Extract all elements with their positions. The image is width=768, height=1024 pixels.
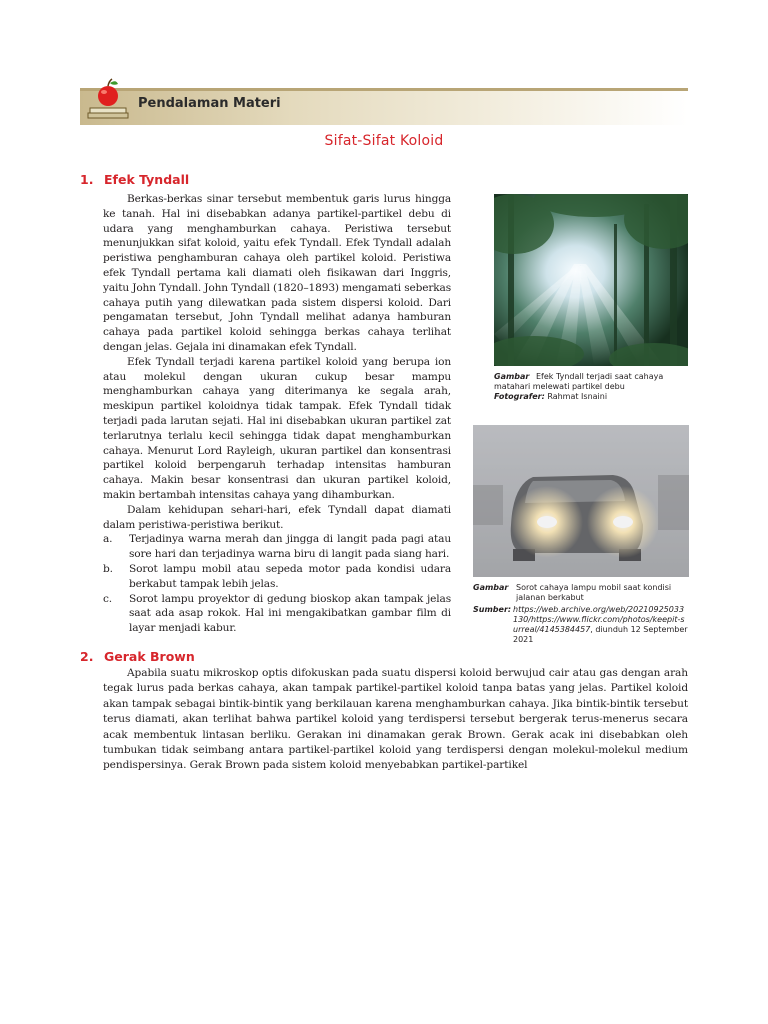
list-text: Sorot lampu proyektor di gedung bioskop akan tampak jelas saat ada asap rokok. Hal ini mengakibatkan gambar film di layar menjadi kabur. (129, 592, 451, 635)
section-heading-gerak-brown (80, 649, 195, 664)
credit-label: Fotografer: (494, 392, 545, 401)
section-title: Gerak Brown (104, 649, 195, 664)
figure-label: Gambar (473, 583, 509, 592)
apple-on-books-icon (86, 76, 132, 122)
paragraph: Berkas-berkas sinar tersebut membentuk garis lurus hingga ke tanah. Hal ini disebabkan adanya partikel-partikel debu di udara yang menghamburkan cahaya. Peristiwa tersebut menunjukkan sifat koloid, yaitu efek Tyndall. Efek Tyndall adalah peristiwa penghamburan cahaya oleh partikel koloid. Peristiwa efek Tyndall pertama kali diamati oleh fisikawan dari Inggris, yaitu John Tyndall. John Tyndall (1820–1893) mengamati seberkas cahaya putih yang dilewatkan pada sistem dispersi koloid. Dari pengamatan tersebut, John Tyndall melihat adanya hamburan cahaya pada partikel koloid sehingga berkas cahaya terlihat dengan jelas. Gejala ini dinamakan efek Tyndall. (103, 193, 452, 353)
banner-title: Pendalaman Materi (138, 96, 281, 111)
figure1-caption (494, 372, 688, 402)
section2-body (103, 666, 688, 774)
list-text: Sorot lampu mobil atau sepeda motor pada kondisi udara berkabut tampak lebih jelas. (129, 562, 451, 590)
source-date: , diunduh 12 September 2021 (513, 625, 688, 644)
foggy-car-photo (473, 425, 689, 577)
caption-text: Sorot cahaya lampu mobil saat kondisi jalanan berkabut (516, 583, 672, 602)
section-number: 1. (80, 172, 94, 187)
list-marker: b. (103, 562, 113, 575)
list-marker: c. (103, 592, 113, 605)
source-label: Sumber: (473, 605, 512, 614)
section1-body (103, 192, 451, 636)
list-item (103, 532, 451, 562)
section-number: 2. (80, 649, 94, 664)
page-title: Sifat-Sifat Koloid (324, 133, 444, 149)
list-marker: a. (103, 533, 113, 546)
figure-label: Gambar (494, 372, 530, 381)
list-text: Terjadinya warna merah dan jingga di langit pada pagi atau sore hari dan terjadinya warna biru di langit pada siang hari. (129, 533, 451, 561)
source-url: https://web.archive.org/web/20210925033130/https://www.flickr.com/photos/keepit-surreal/4145384457 (513, 605, 685, 634)
list-item (103, 562, 451, 592)
credit-text: Rahmat Isnaini (547, 392, 608, 401)
section-title: Efek Tyndall (104, 172, 190, 187)
examples-list (103, 532, 451, 636)
paragraph: Apabila suatu mikroskop optis difokuskan pada suatu dispersi koloid berwujud cair atau gas dengan arah tegak lurus pada berkas cahaya, akan tampak partikel-partikel koloid tanpa batas yang jelas. Partikel koloid akan tampak sebagai bintik-bintik yang berkilauan karena menghamburkan cahaya. Jika bintik-bintik tersebut terus diamati, akan terlihat bahwa partikel koloid yang terdispersi tersebut bergerak terus-menerus secara acak membentuk lintasan berliku. Gerakan ini dinamakan gerak Brown. Gerak acak ini disebabkan oleh tumbukan tidak seimbang antara partikel-partikel koloid yang terdispersi dengan molekul-molekul medium pendispersinya. Gerak Brown pada sistem koloid menyebabkan partikel-partikel (103, 667, 688, 772)
paragraph: Efek Tyndall terjadi karena partikel koloid yang berupa ion atau molekul dengan ukuran cukup besar mampu menghamburkan cahaya yang diterimanya ke segala arah, meskipun partikel koloidnya tidak tampak. Efek Tyndall tidak terjadi pada larutan sejati. Hal ini disebabkan ukuran partikel zat terlarutnya terlalu kecil sehingga tidak dapat menghamburkan cahaya. Menurut Lord Rayleigh, ukuran partikel dan konsentrasi partikel koloid berpengaruh terhadap intensitas hamburan cahaya. Makin besar konsentrasi dan ukuran partikel koloid, makin bertambah intensitas cahaya yang dihamburkan. (103, 355, 451, 501)
list-item (103, 592, 451, 636)
caption-text: Efek Tyndall terjadi saat cahaya matahari melewati partikel debu (494, 372, 664, 391)
section-heading-efek-tyndall (80, 172, 189, 187)
forest-sunbeam-photo (494, 194, 688, 366)
paragraph: Dalam kehidupan sehari-hari, efek Tyndall dapat diamati dalam peristiwa-peristiwa berikut. (103, 503, 451, 531)
figure2-caption (473, 583, 689, 645)
